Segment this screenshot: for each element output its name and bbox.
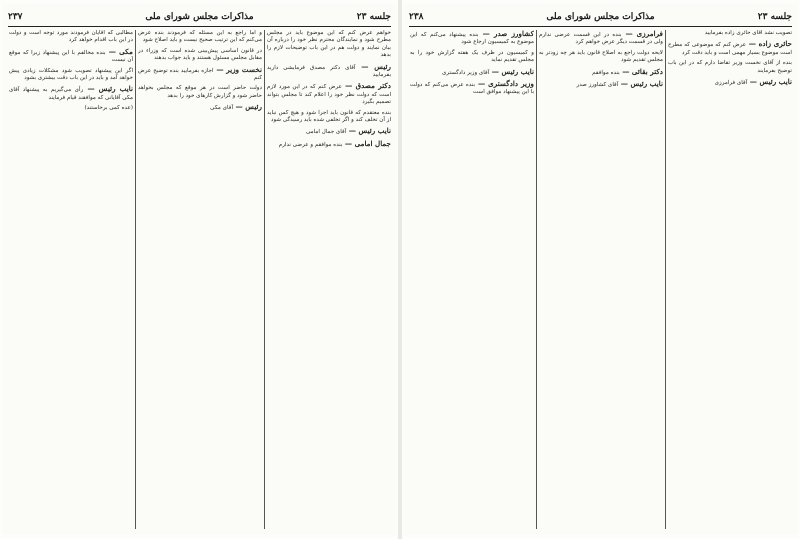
left-page-session: جلسه ۲۳: [356, 12, 391, 22]
speech-text: رأی می‌گیریم به پیشنهاد آقای مکی آقایانی که موافقند قیام فرمایند: [9, 87, 133, 101]
speech-paragraph: [539, 30, 663, 47]
speech-paragraph: [9, 30, 133, 45]
speaker-name: نایب رئیس —: [618, 79, 663, 89]
speaker-name: نایب رئیس —: [747, 77, 792, 87]
speaker-name: کشاورز صدر —: [478, 30, 534, 38]
speech-text: بنده از آقای نخست وزیر تقاضا دارم که در این باب توضیح بفرمایند: [668, 60, 792, 74]
speech-text: آقای کشاورز صدر: [576, 82, 619, 89]
speech-paragraph: [9, 48, 133, 65]
left-column-3: [9, 30, 133, 529]
right-page-columns: [409, 30, 792, 529]
speech-text: بنده پیشنهاد می‌کنم که این موضوع به کمیسیون ارجاع شود: [410, 32, 534, 46]
right-column-1: [668, 30, 792, 529]
speaker-name: مکی —: [105, 46, 133, 56]
speech-paragraph: [267, 140, 391, 149]
speech-paragraph: [138, 48, 262, 63]
speech-text: و اما راجع به این مسئله که فرمودند بنده عرض می‌کنم که این ترتیب صحیح نیست و باید اصلاح شود: [138, 30, 262, 44]
speaker-name: جمال امامی —: [342, 138, 391, 148]
speech-text: دولت حاضر است در هر موقع که مجلس بخواهد حاضر شود و گزارش کارهای خود را بدهد: [138, 85, 262, 99]
speech-paragraph: [539, 80, 663, 89]
speaker-name: وزیر دادگستری —: [475, 79, 534, 89]
speech-paragraph: [138, 103, 262, 112]
speech-text: اگر این پیشنهاد تصویب شود مشکلات زیادی پیش خواهد آمد و باید در این باب دقت بیشتری بشود: [9, 67, 133, 82]
speaker-name: فرامرزی —: [621, 30, 663, 38]
speech-paragraph: [138, 30, 262, 45]
left-page-header: [8, 10, 391, 27]
speech-paragraph: [539, 68, 663, 77]
left-page-columns: [8, 30, 391, 529]
speech-paragraph: [9, 85, 133, 102]
speech-paragraph: [410, 50, 534, 65]
left-column-1: [267, 30, 391, 529]
speech-paragraph: [410, 30, 534, 47]
speaker-name: نایب رئیس —: [346, 126, 391, 136]
speech-paragraph: [267, 82, 391, 106]
right-page-title: مذاکرات مجلس شورای ملی: [546, 12, 655, 22]
left-column-2: [138, 30, 262, 529]
speech-text: اجازه بفرمایید بنده توضیح عرض کنم: [138, 67, 262, 82]
speech-text: بنده موافقم: [592, 69, 620, 76]
column-rule: [135, 30, 136, 529]
speech-text: بنده در این قسمت عرضی ندارم ولی در قسمت دیگر عرض خواهم کرد: [539, 32, 663, 46]
right-column-2: [539, 30, 663, 529]
speech-text: آقای مکی: [210, 105, 233, 112]
speaker-name: نایب رئیس —: [489, 66, 534, 76]
speech-paragraph: [668, 30, 792, 37]
column-rule: [665, 30, 666, 529]
speech-text: عرض کنم که در این مورد لازم است که دولت نظر خود را اعلام کند تا مجلس بتواند تصمیم بگیرد: [267, 84, 391, 106]
speech-paragraph: [668, 78, 792, 87]
speech-text: تصویب نشد آقای حائری زاده بفرمایید: [704, 30, 792, 36]
speaker-name: رئیس —: [355, 61, 391, 71]
speech-text: بنده عرض می‌کنم که دولت با این پیشنهاد موافق است: [410, 82, 534, 96]
speaker-name: دکتر بقائی —: [619, 66, 663, 76]
speech-text: در قانون اساسی پیش‌بینی شده است که وزراء در مقابل مجلس مسئول هستند و باید جواب بدهند: [138, 47, 262, 62]
speech-paragraph: [539, 50, 663, 65]
speech-text: آقای وزیر دادگستری: [441, 69, 490, 76]
speaker-name: حائری زاده —: [746, 39, 792, 49]
left-page: [2, 4, 397, 535]
speech-paragraph: [267, 127, 391, 136]
speech-paragraph: [267, 30, 391, 60]
speaker-name: نخست وزیر —: [213, 64, 262, 74]
speech-paragraph: [668, 40, 792, 57]
speech-paragraph: [138, 66, 262, 83]
right-column-3: [410, 30, 534, 529]
speech-paragraph: [267, 63, 391, 80]
left-page-number: ۲۳۷: [8, 12, 23, 22]
speech-paragraph: [668, 60, 792, 75]
right-page-header: [409, 10, 792, 27]
speech-text: بنده مخالفم با این پیشنهاد زیرا که موقع آن نیست: [9, 49, 133, 64]
page-gutter: [398, 0, 402, 539]
speaker-name: رئیس —: [233, 102, 262, 112]
speech-paragraph: [9, 105, 133, 112]
speech-text: بنده معتقدم که قانون باید اجرا شود و هیچ کس نباید از آن تخلف کند و اگر تخلفی شده باید رسیدگی شود: [267, 109, 391, 124]
speech-paragraph: [410, 80, 534, 97]
left-page-title: مذاکرات مجلس شورای ملی: [145, 12, 254, 22]
speech-paragraph: [410, 68, 534, 77]
speech-text: آقای جمال امامی: [306, 129, 347, 136]
right-page-session: جلسه ۲۳: [757, 12, 792, 22]
speech-paragraph: [267, 110, 391, 125]
right-page: [403, 4, 798, 535]
right-page-number: ۲۳۸: [409, 12, 424, 22]
speech-text: عرض کنم که موضوعی که مطرح است موضوع بسیار مهمی است و باید دقت کرد: [668, 42, 792, 56]
speech-text: آقای فرامرزی: [714, 80, 748, 87]
speaker-name: دکتر مصدق —: [341, 81, 391, 91]
column-rule: [264, 30, 265, 529]
speech-text: آقای دکتر مصدق فرمایشی دارید بفرمایید: [267, 64, 391, 79]
column-rule: [536, 30, 537, 529]
speech-text: (عده کمی برخاستند): [84, 105, 133, 112]
speech-paragraph: [9, 68, 133, 83]
speech-text: لایحه دولت راجع به اصلاح قانون باید هر چه زودتر به مجلس تقدیم شود: [539, 49, 663, 64]
speech-text: مطالبی که آقایان فرمودند مورد توجه است و دولت در این باب اقدام خواهد کرد: [9, 30, 133, 44]
speaker-name: نایب رئیس —: [83, 84, 133, 94]
speech-text: بنده موافقم و عرضی ندارم: [278, 141, 343, 148]
speech-text: خواهم عرض کنم که این موضوع باید در مجلس مطرح شود و نمایندگان محترم نظر خود را درباره آن بیان نمایند و دولت هم در این باب توضیحات لازم را بدهد: [267, 30, 391, 59]
speech-text: و کمیسیون در ظرف یک هفته گزارش خود را به مجلس تقدیم نماید: [410, 49, 534, 64]
speech-paragraph: [138, 85, 262, 100]
